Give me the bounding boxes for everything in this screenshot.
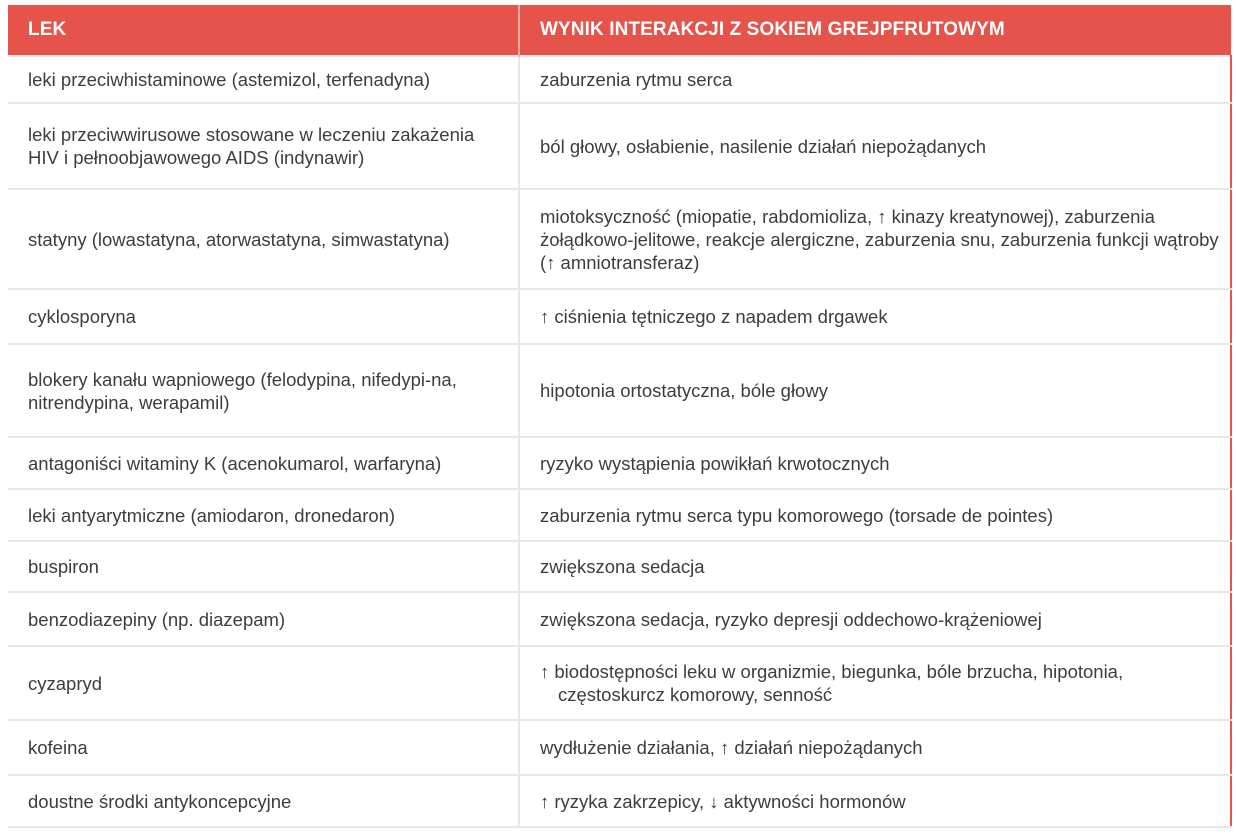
interaction-cell: zwiększona sedacja [519, 541, 1231, 592]
table-row [8, 592, 1231, 646]
table-row [8, 344, 1231, 437]
drug-cell: buspiron [8, 541, 519, 592]
interaction-cell: zaburzenia rytmu serca typu komorowego (torsade de pointes) [519, 489, 1231, 541]
interaction-cell: wydłużenie działania, ↑ działań niepożądanych [519, 720, 1231, 775]
table-row [8, 720, 1231, 775]
drug-cell: leki przeciwwirusowe stosowane w leczeniu zakażenia HIV i pełnoobjawowego AIDS (indynawir) [8, 103, 519, 189]
table-row [8, 646, 1231, 720]
interaction-cell: zwiększona sedacja, ryzyko depresji oddechowo-krążeniowej [519, 592, 1231, 646]
drug-cell: cyklosporyna [8, 289, 519, 344]
drug-cell: leki przeciwhistaminowe (astemizol, terfenadyna) [8, 56, 519, 103]
table-row [8, 541, 1231, 592]
table-header-row [8, 5, 1231, 56]
table-row [8, 189, 1231, 289]
table-row [8, 103, 1231, 189]
grapefruit-interaction-table [8, 5, 1232, 828]
drug-cell: kofeina [8, 720, 519, 775]
interaction-cell: ból głowy, osłabienie, nasilenie działań niepożądanych [519, 103, 1231, 189]
table-row [8, 489, 1231, 541]
column-header-interaction-result: WYNIK INTERAKCJI Z SOKIEM GREJPFRUTOWYM [519, 5, 1231, 56]
interaction-cell: zaburzenia rytmu serca [519, 56, 1231, 103]
interaction-cell: ↑ ryzyka zakrzepicy, ↓ aktywności hormonów [519, 775, 1231, 827]
drug-cell: statyny (lowastatyna, atorwastatyna, simwastatyna) [8, 189, 519, 289]
interaction-cell: hipotonia ortostatyczna, bóle głowy [519, 344, 1231, 437]
interaction-cell: miotoksyczność (miopatie, rabdomioliza, ↑ kinazy kreatynowej), zaburzenia żołądkowo-jelitowe, reakcje alergiczne, zaburzenia snu, zaburzenia funkcji wątroby (↑ amniotransferaz) [519, 189, 1231, 289]
table-row [8, 289, 1231, 344]
table-row [8, 437, 1231, 489]
drug-cell: cyzapryd [8, 646, 519, 720]
drug-cell: antagoniści witaminy K (acenokumarol, warfaryna) [8, 437, 519, 489]
drug-cell: benzodiazepiny (np. diazepam) [8, 592, 519, 646]
column-header-drug: LEK [8, 5, 519, 56]
interaction-cell: ryzyko wystąpienia powikłań krwotocznych [519, 437, 1231, 489]
drug-cell: blokery kanału wapniowego (felodypina, nifedypi-na, nitrendypina, werapamil) [8, 344, 519, 437]
interaction-cell: ↑ ciśnienia tętniczego z napadem drgawek [519, 289, 1231, 344]
table-row [8, 56, 1231, 103]
table-row [8, 775, 1231, 827]
drug-cell: doustne środki antykoncepcyjne [8, 775, 519, 827]
drug-cell: leki antyarytmiczne (amiodaron, dronedaron) [8, 489, 519, 541]
interaction-cell: ↑ biodostępności leku w organizmie, biegunka, bóle brzucha, hipotonia, częstoskurcz komorowy, senność [519, 646, 1231, 720]
interaction-table-container [8, 5, 1231, 828]
